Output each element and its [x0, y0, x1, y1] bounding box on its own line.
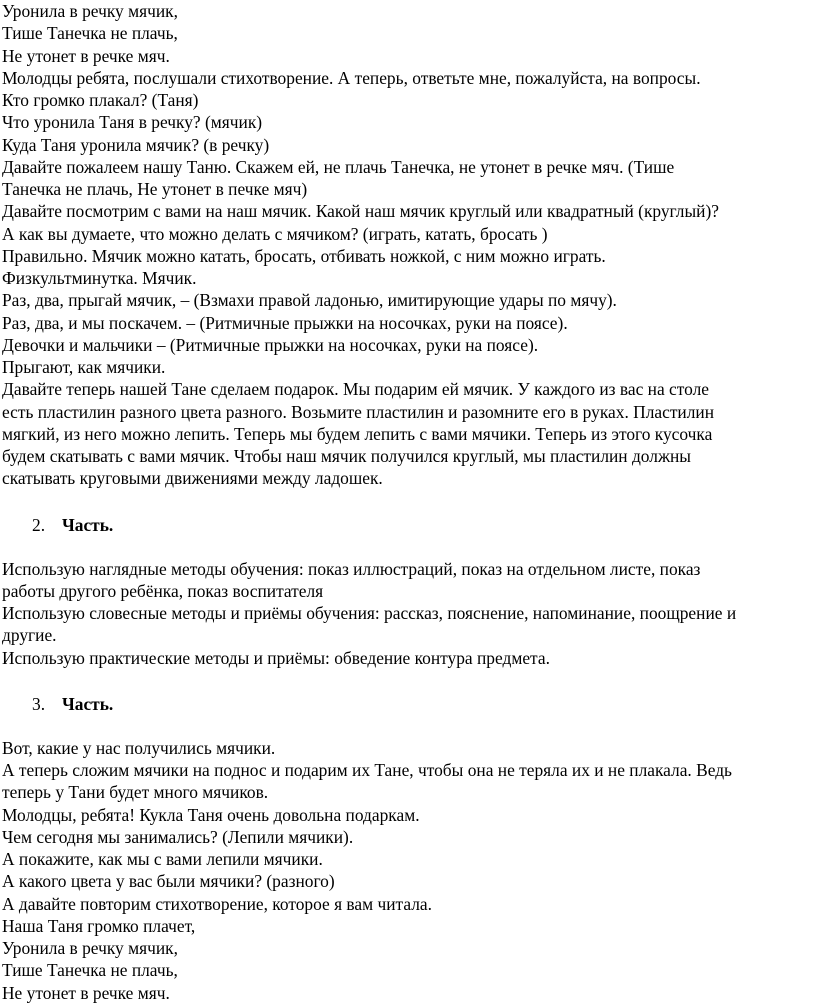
text-line: Использую наглядные методы обучения: показ иллюстраций, показ на отдельном листе, показ — [2, 558, 701, 579]
text-line: есть пластилин разного цвета разного. Возьмите пластилин и разомните его в руках. Пластилин — [2, 401, 715, 422]
text-line: Танечка не плачь, Не утонет в печке мяч) — [2, 179, 308, 199]
text-line: Молодцы ребята, послушали стихотворение. А теперь, ответьте мне, пожалуйста, на вопросы. — [2, 67, 701, 88]
text-line: Не утонет в речке мяч. — [2, 982, 170, 1003]
text-line: А какого цвета у вас были мячики? (разного) — [2, 871, 335, 892]
text-line: Физкультминутка. Мячик. — [2, 268, 197, 288]
text-line: А теперь сложим мячики на поднос и подарим их Тане, чтобы она не теряла их и не плакала. Ведь — [2, 760, 732, 780]
text-line: Раз, два, прыгай мячик, – (Взмахи правой ладонью, имитирующие удары по мячу). — [2, 290, 617, 311]
text-line: Использую практические методы и приёмы: обведение контура предмета. — [2, 647, 550, 668]
text-line: Давайте теперь нашей Тане сделаем подарок. Мы подарим ей мячик. У каждого из вас на столе — [2, 379, 709, 400]
text-line: Кто громко плакал? (Таня) — [2, 90, 199, 110]
text-line: скатывать круговыми движениями между ладошек. — [2, 468, 383, 489]
text-line: Вот, какие у нас получились мячики. — [2, 737, 276, 758]
section-3-text — [0, 737, 816, 1004]
section-number: 3. — [32, 693, 46, 714]
text-line: Тише Танечка не плачь, — [2, 960, 178, 981]
text-line: Уронила в речку мячик, — [2, 1, 178, 21]
text-line: А как вы думаете, что можно делать с мячиком? (играть, катать, бросать ) — [2, 223, 548, 244]
text-line: Прыгают, как мячики. — [2, 357, 166, 377]
text-line: Не утонет в речке мяч. — [2, 45, 170, 66]
text-line: А давайте повторим стихотворение, которое я вам читала. — [2, 893, 432, 914]
part1-text — [0, 0, 816, 490]
section-2-heading — [0, 490, 816, 558]
text-line: Уронила в речку мячик, — [2, 938, 178, 958]
section-number: 2. — [32, 514, 46, 535]
text-line: работы другого ребёнка, показ воспитателя — [2, 580, 324, 601]
text-line: теперь у Тани будет много мячиков. — [2, 782, 269, 803]
text-line: Девочки и мальчики – (Ритмичные прыжки на носочках, руки на поясе). — [2, 334, 539, 355]
section-title: Часть. — [62, 514, 114, 535]
text-line: Что уронила Таня в речку? (мячик) — [2, 112, 263, 133]
text-line: Правильно. Мячик можно катать, бросать, отбивать ножкой, с ним можно играть. — [2, 245, 606, 266]
text-line: Раз, два, и мы поскачем. – (Ритмичные прыжки на носочках, руки на поясе). — [2, 312, 568, 333]
text-line: мягкий, из него можно лепить. Теперь мы будем лепить с вами мячики. Теперь из этого кусочка — [2, 423, 713, 444]
text-line: Молодцы, ребята! Кукла Таня очень довольна подаркам. — [2, 804, 420, 825]
text-line: будем скатывать с вами мячик. Чтобы наш мячик получился круглый, мы пластилин должны — [2, 446, 691, 466]
text-line: Использую словесные методы и приёмы обучения: рассказ, пояснение, напоминание, поощрение и — [2, 603, 737, 623]
text-line: Давайте посмотрим с вами на наш мячик. Какой наш мячик круглый или квадратный (круглый)? — [2, 201, 719, 222]
text-line: А покажите, как мы с вами лепили мячики. — [2, 849, 323, 869]
text-line: Давайте пожалеем нашу Таню. Скажем ей, не плачь Танечка, не утонет в речке мяч. (Тише — [2, 156, 675, 177]
text-line: Наша Таня громко плачет, — [2, 915, 196, 936]
text-line: Тише Танечка не плачь, — [2, 23, 178, 44]
text-line: другие. — [2, 625, 57, 646]
section-title: Часть. — [62, 693, 114, 714]
section-3-heading — [0, 669, 816, 737]
section-2-text — [0, 558, 816, 669]
text-line: Куда Таня уронила мячик? (в речку) — [2, 134, 270, 155]
text-line: Чем сегодня мы занимались? (Лепили мячики). — [2, 826, 354, 847]
